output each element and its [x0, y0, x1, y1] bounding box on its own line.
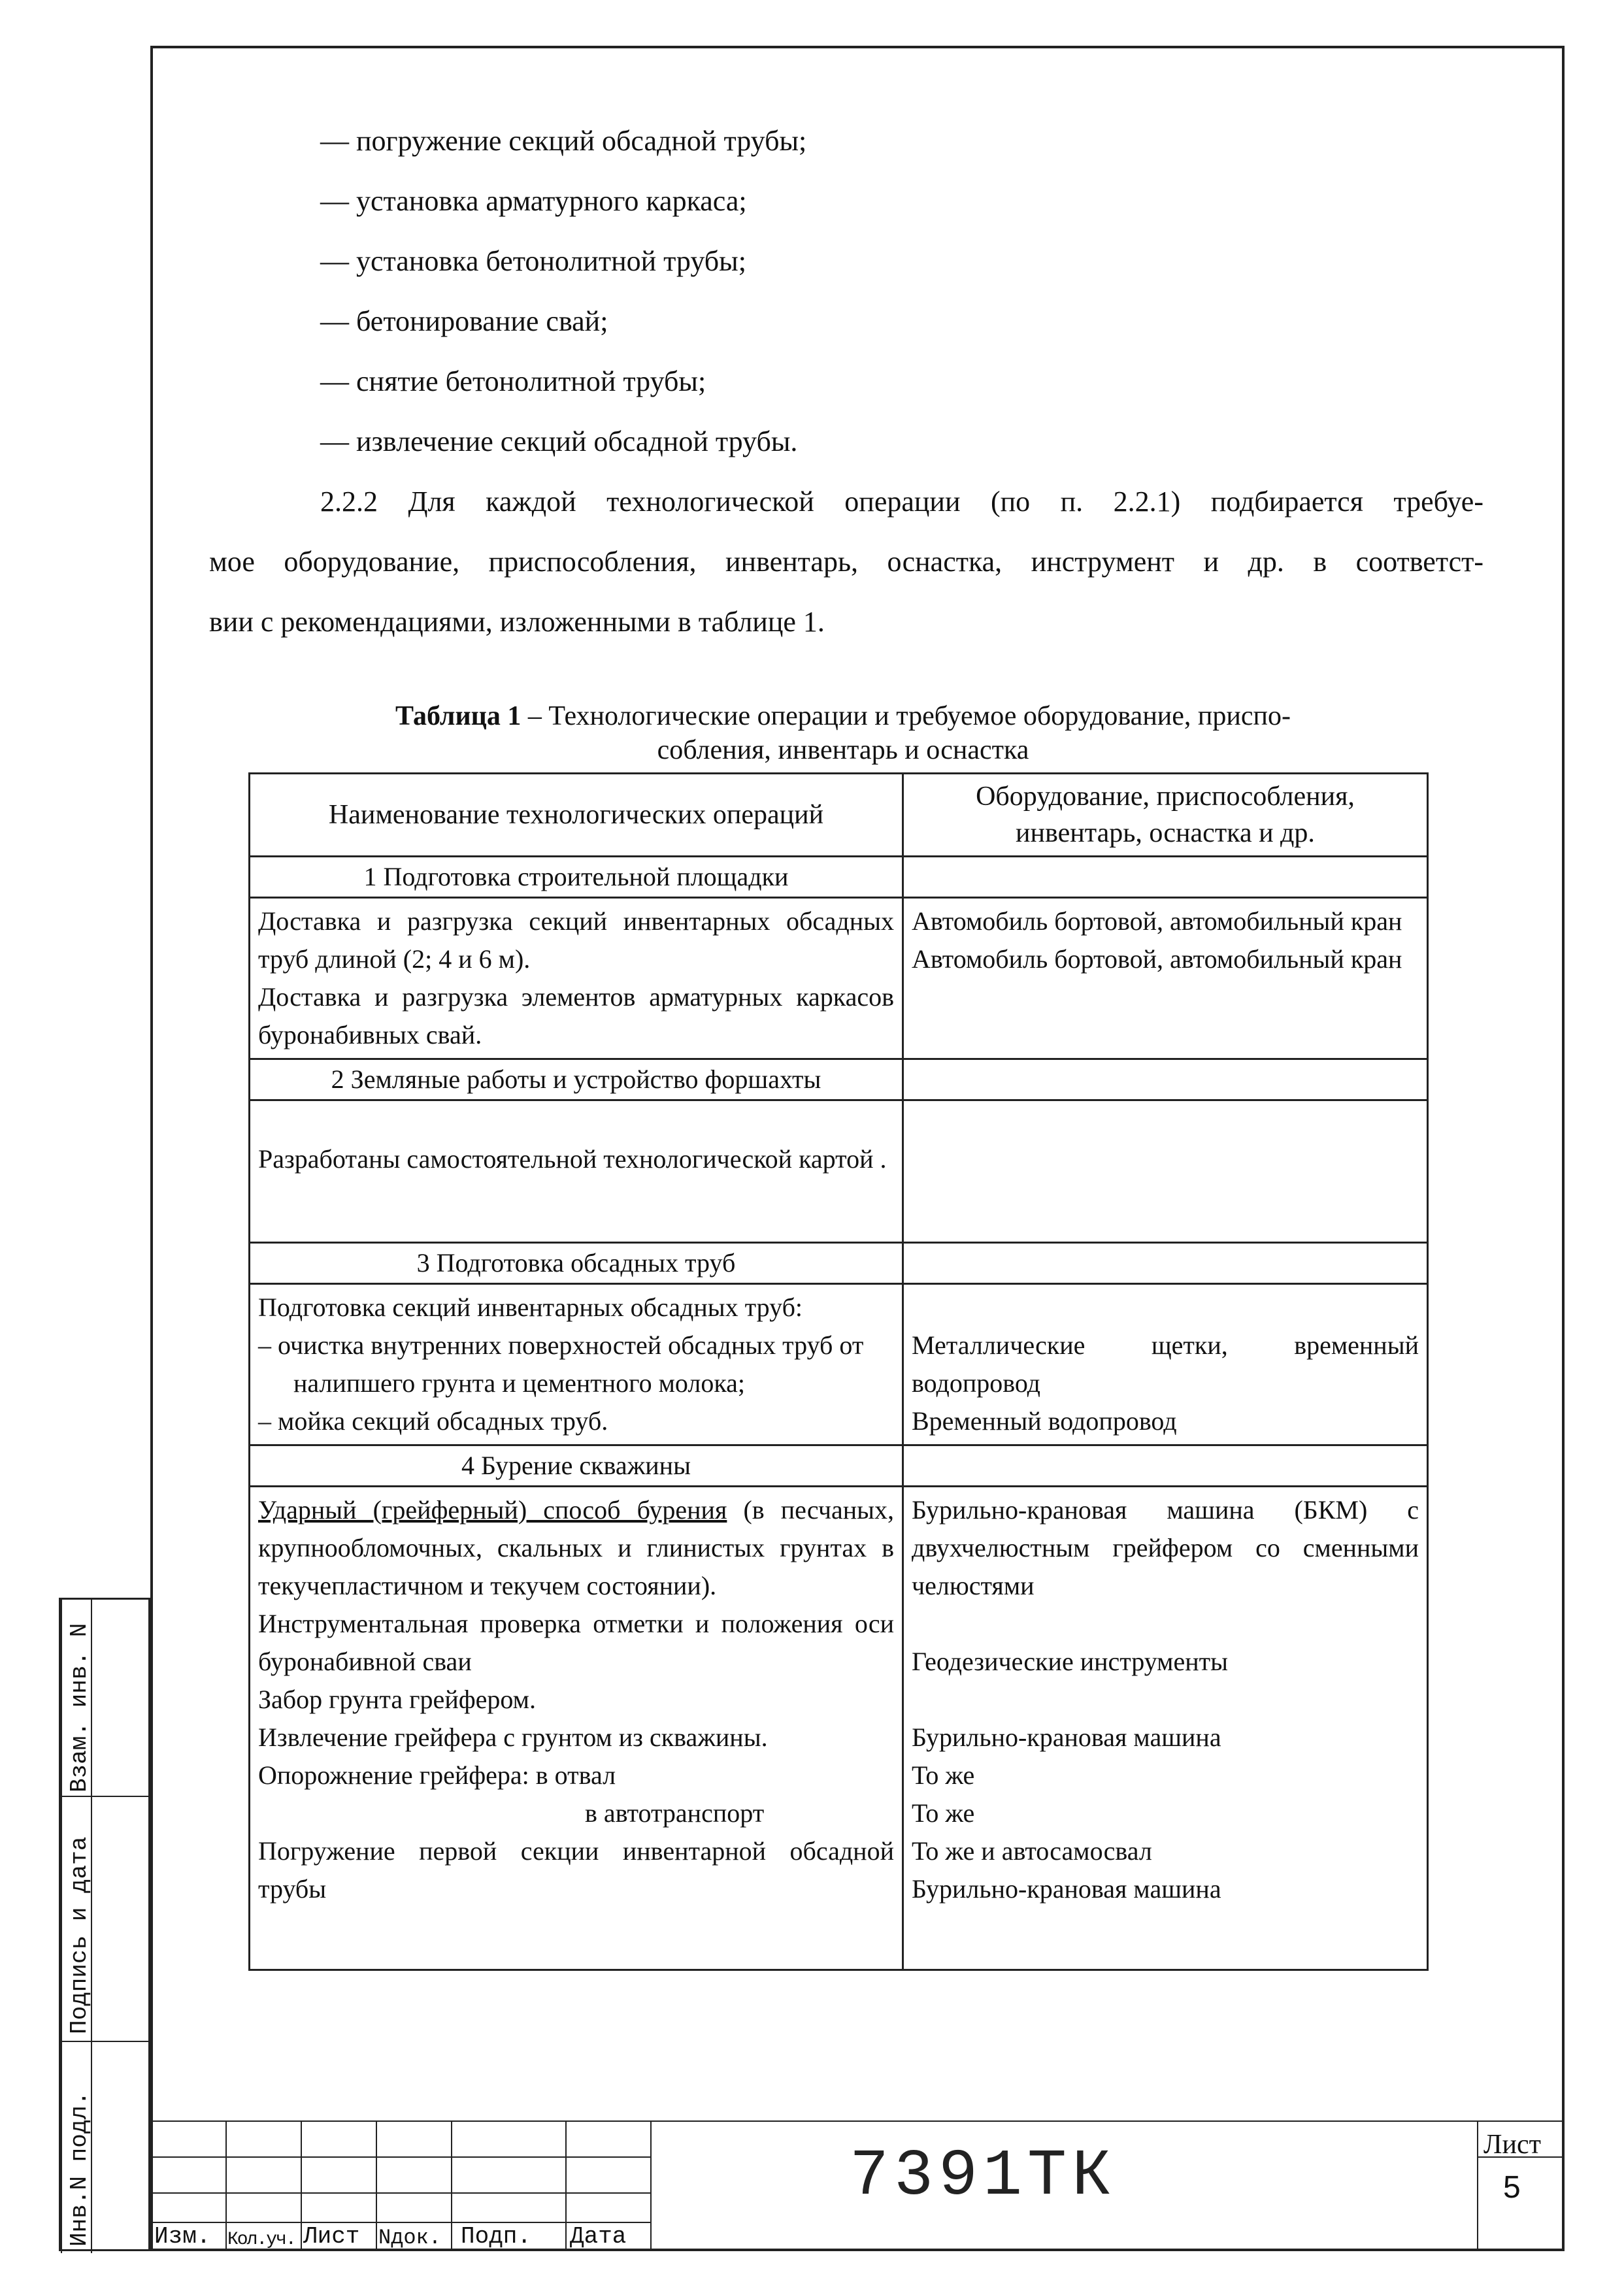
- operation: Доставка и разгрузка секций инвентарных обсадных труб длиной (2; 4 и 6 м).: [258, 906, 894, 974]
- bullet-item: — бетонирование свай;: [320, 305, 608, 337]
- equipment: Автомобиль бортовой, автомобильный кран: [912, 906, 1402, 936]
- equipment: То же: [912, 1760, 975, 1790]
- equipment-cell: [903, 898, 1428, 1059]
- operation: Разработаны самостоятельной технологической картой .: [258, 1144, 887, 1174]
- equipment: То же: [912, 1798, 975, 1828]
- section-title: 3 Подготовка обсадных труб: [250, 1243, 903, 1284]
- operation: Подготовка секций инвентарных обсадных труб:: [258, 1293, 803, 1322]
- paragraph-line: вии с рекомендациями, изложенными в таблице 1.: [209, 606, 825, 638]
- section-row: [250, 1445, 1428, 1487]
- paragraph-line: 2.2.2 Для каждой технологической операции (по п. 2.2.1) подбирается требуе-: [320, 486, 1483, 518]
- equipment-cell: [903, 1100, 1428, 1243]
- header-equipment: Оборудование, приспособления, инвентарь, оснастка и др.: [903, 774, 1428, 857]
- sheet-label: Лист: [1483, 2130, 1541, 2160]
- table-row: [250, 898, 1428, 1059]
- bullet-item: — извлечение секций обсадной трубы.: [320, 425, 798, 457]
- equipment-cell: [903, 1284, 1428, 1445]
- equipment: Бурильно-крановая машина: [912, 1723, 1221, 1752]
- operation: Опорожнение грейфера: в отвал: [258, 1760, 616, 1790]
- operation-rest: (в песчаных, крупнообломочных, скальных и глинистых грунтах в текучепластичном и текучем состоянии).: [258, 1495, 894, 1600]
- operation: [258, 1491, 894, 1605]
- equipment: Бурильно-крановая машина: [912, 1874, 1221, 1904]
- table-caption: [248, 699, 1438, 767]
- paragraph-line: мое оборудование, приспособления, инвентарь, оснастка, инструмент и др. в соответст-: [209, 546, 1483, 578]
- table-row: [250, 1284, 1428, 1445]
- operation-subitem: – очистка внутренних поверхностей обсадных труб от налипшего грунта и цементного молока;: [258, 1330, 864, 1398]
- operation: Доставка и разгрузка элементов арматурных каркасов буронабивных свай.: [258, 982, 894, 1049]
- vzam-inv-label: Взам. инв. N: [66, 1623, 93, 1792]
- operation-cell: [250, 1487, 903, 1970]
- operation: в автотранспорт: [585, 1798, 765, 1828]
- equipment: Временный водопровод: [912, 1406, 1177, 1436]
- caption-text: – Технологические операции и требуемое оборудование, приспо-: [521, 701, 1291, 731]
- sheet-number: 5: [1503, 2170, 1521, 2205]
- side-stamp: [59, 1598, 150, 2251]
- equipment: Автомобиль бортовой, автомобильный кран: [912, 944, 1402, 974]
- section-row: [250, 1059, 1428, 1100]
- caption-text-line2: собления, инвентарь и оснастка: [657, 735, 1029, 765]
- header-operations: Наименование технологических операций: [250, 774, 903, 857]
- label-izm: Изм.: [154, 2223, 211, 2250]
- table-header-row: [250, 774, 1428, 857]
- revision-grid: [150, 2120, 650, 2251]
- section-row: [250, 1243, 1428, 1284]
- operation-cell: [250, 1284, 903, 1445]
- equipment: То же и автосамосвал: [912, 1836, 1152, 1866]
- bullet-item: — установка бетонолитной трубы;: [320, 245, 746, 277]
- operation-subitem: – мойка секций обсадных труб.: [258, 1406, 608, 1436]
- operation: Погружение первой секции инвентарной обсадной трубы: [258, 1836, 894, 1904]
- operation: Извлечение грейфера с грунтом из скважины.: [258, 1723, 768, 1752]
- equipment: Металлические щетки, временный водопровод: [912, 1330, 1419, 1398]
- label-data: Дата: [570, 2223, 627, 2250]
- label-ndok: Nдок.: [378, 2226, 442, 2250]
- bullet-item: — погружение секций обсадной трубы;: [320, 125, 807, 157]
- operation: Инструментальная проверка отметки и положения оси буронабивной сваи: [258, 1609, 894, 1676]
- section-title: 4 Бурение скважины: [250, 1445, 903, 1487]
- label-podp: Подп.: [461, 2223, 532, 2250]
- caption-label: Таблица 1: [395, 701, 522, 731]
- label-list: Лист: [303, 2223, 360, 2250]
- label-kol-uch: Кол.уч.: [227, 2230, 295, 2250]
- section-title: 2 Земляные работы и устройство форшахты: [250, 1059, 903, 1100]
- section-row: [250, 857, 1428, 898]
- operation-cell: [250, 898, 903, 1059]
- equipment: Геодезические инструменты: [912, 1647, 1229, 1676]
- inv-podl-label: Инв.N подл.: [66, 2091, 93, 2247]
- table-row: [250, 1100, 1428, 1243]
- bullet-item: — снятие бетонолитной трубы;: [320, 365, 706, 397]
- equipment: Бурильно-крановая машина (БКМ) с двухчелюстным грейфером со сменными челюстями: [912, 1495, 1419, 1600]
- operation: Забор грунта грейфером.: [258, 1685, 536, 1714]
- podpis-data-label: Подпись и дата: [66, 1836, 93, 2034]
- equipment-cell: [903, 1487, 1428, 1970]
- table-row: [250, 1487, 1428, 1970]
- table-1: [248, 772, 1429, 1971]
- operation-underlined: Ударный (грейферный) способ бурения: [258, 1495, 727, 1525]
- section-title: 1 Подготовка строительной площадки: [250, 857, 903, 898]
- body-text: [209, 111, 1483, 652]
- document-code: 7391ТК: [850, 2140, 1117, 2214]
- paragraph-2-2-2: [209, 472, 1483, 652]
- bullet-item: — установка арматурного каркаса;: [320, 185, 747, 217]
- operation-cell: [250, 1100, 903, 1243]
